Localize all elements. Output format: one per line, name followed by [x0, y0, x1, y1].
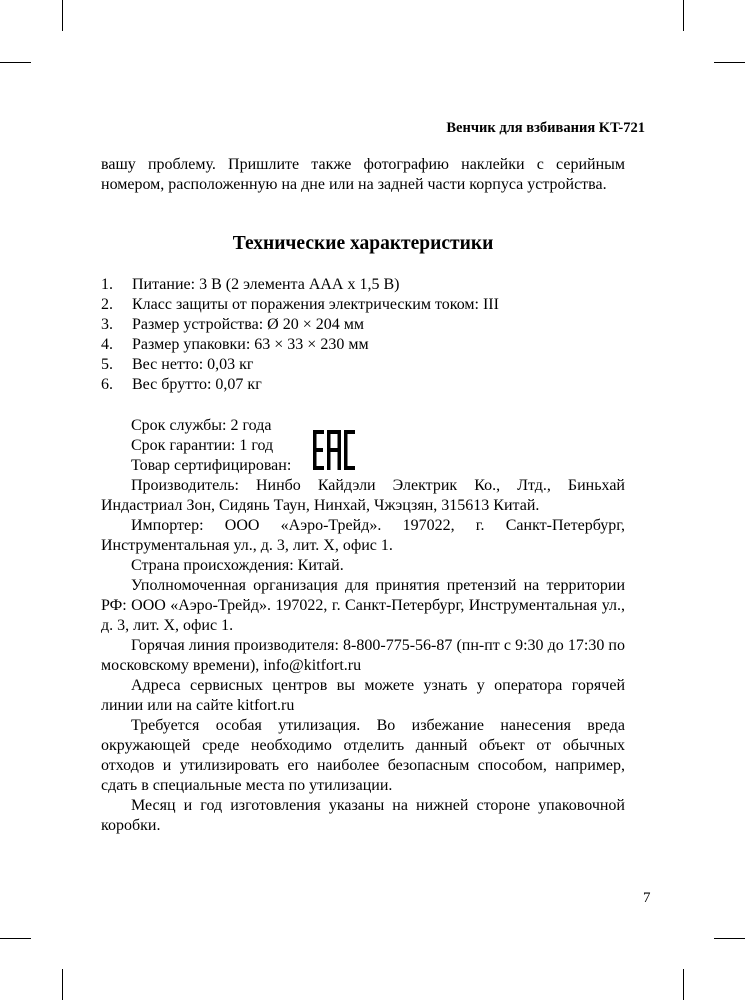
- crop-mark-bottom-right-h: [714, 938, 745, 939]
- body-text: [101, 476, 625, 836]
- spec-item: 3. Размер устройства: Ø 20 × 204 мм: [101, 316, 364, 333]
- spec-item: 6. Вес брутто: 0,07 кг: [101, 376, 262, 393]
- spec-item: 1. Питание: 3 В (2 элемента ААА х 1,5 В): [101, 276, 400, 293]
- specs-title: Технические характеристики: [232, 233, 494, 254]
- intro-paragraph: [101, 155, 625, 195]
- crop-mark-bottom-left: [62, 969, 63, 1000]
- certified-label: Товар сертифицирован:: [131, 457, 292, 474]
- service-centers: Адреса сервисных центров вы можете узнать у оператора горячей линии или на сайте kitfort.ru: [101, 677, 625, 714]
- spec-item: 5. Вес нетто: 0,03 кг: [101, 356, 254, 373]
- crop-mark-top-left: [62, 0, 63, 31]
- hotline: Горячая линия производителя: 8-800-775-56-87 (пн-пт с 9:30 до 17:30 по московскому времени), info@kitfort.ru: [101, 637, 625, 674]
- crop-mark-top-left-h: [0, 62, 31, 63]
- spec-item: 2. Класс защиты от поражения электрическим током: III: [101, 296, 499, 313]
- crop-mark-bottom-right: [683, 969, 684, 1000]
- warranty: Срок гарантии: 1 год: [131, 437, 274, 454]
- manufacture-date: Месяц и год изготовления указаны на нижней стороне упаковочной коробки.: [101, 797, 625, 834]
- crop-mark-top-right: [683, 0, 684, 31]
- authorized-organization: Уполномоченная организация для принятия претензий на территории РФ: ООО «Аэро-Трейд». 197022, г. Санкт-Петербург, Инструментальная ул., д. 3, лит. Х, офис 1.: [101, 577, 625, 634]
- manufacturer: Производитель: Нинбо Кайдэли Электрик Ко., Лтд., Биньхай Индастриал Зон, Сидянь Таун, Нинхай, Чжэцзян, 315613 Китай.: [101, 477, 625, 514]
- intro-text: вашу проблему. Пришлите также фотографию наклейки с серийным номером, расположенную на дне или на задней части корпуса устройства.: [101, 156, 625, 193]
- eac-certification-mark: [313, 430, 355, 470]
- facts-block: [131, 416, 291, 476]
- country-of-origin: Страна происхождения: Китай.: [131, 557, 344, 574]
- disposal: Требуется особая утилизация. Во избежание нанесения вреда окружающей среде необходимо отделить данный объект от обычных отходов и утилизировать его наиболее безопасным способом, например, сдать в специальные места по утилизации.: [101, 717, 625, 794]
- service-life: Срок службы: 2 года: [131, 417, 272, 434]
- running-header: Венчик для взбивания KT-721: [446, 120, 645, 136]
- page-number: 7: [643, 890, 651, 906]
- crop-mark-bottom-left-h: [0, 938, 31, 939]
- importer: Импортер: ООО «Аэро-Трейд». 197022, г. Санкт-Петербург, Инструментальная ул., д. 3, лит. Х, офис 1.: [101, 517, 625, 554]
- crop-mark-top-right-h: [714, 62, 745, 63]
- specs-list: [101, 275, 499, 395]
- spec-item: 4. Размер упаковки: 63 × 33 × 230 мм: [101, 336, 369, 353]
